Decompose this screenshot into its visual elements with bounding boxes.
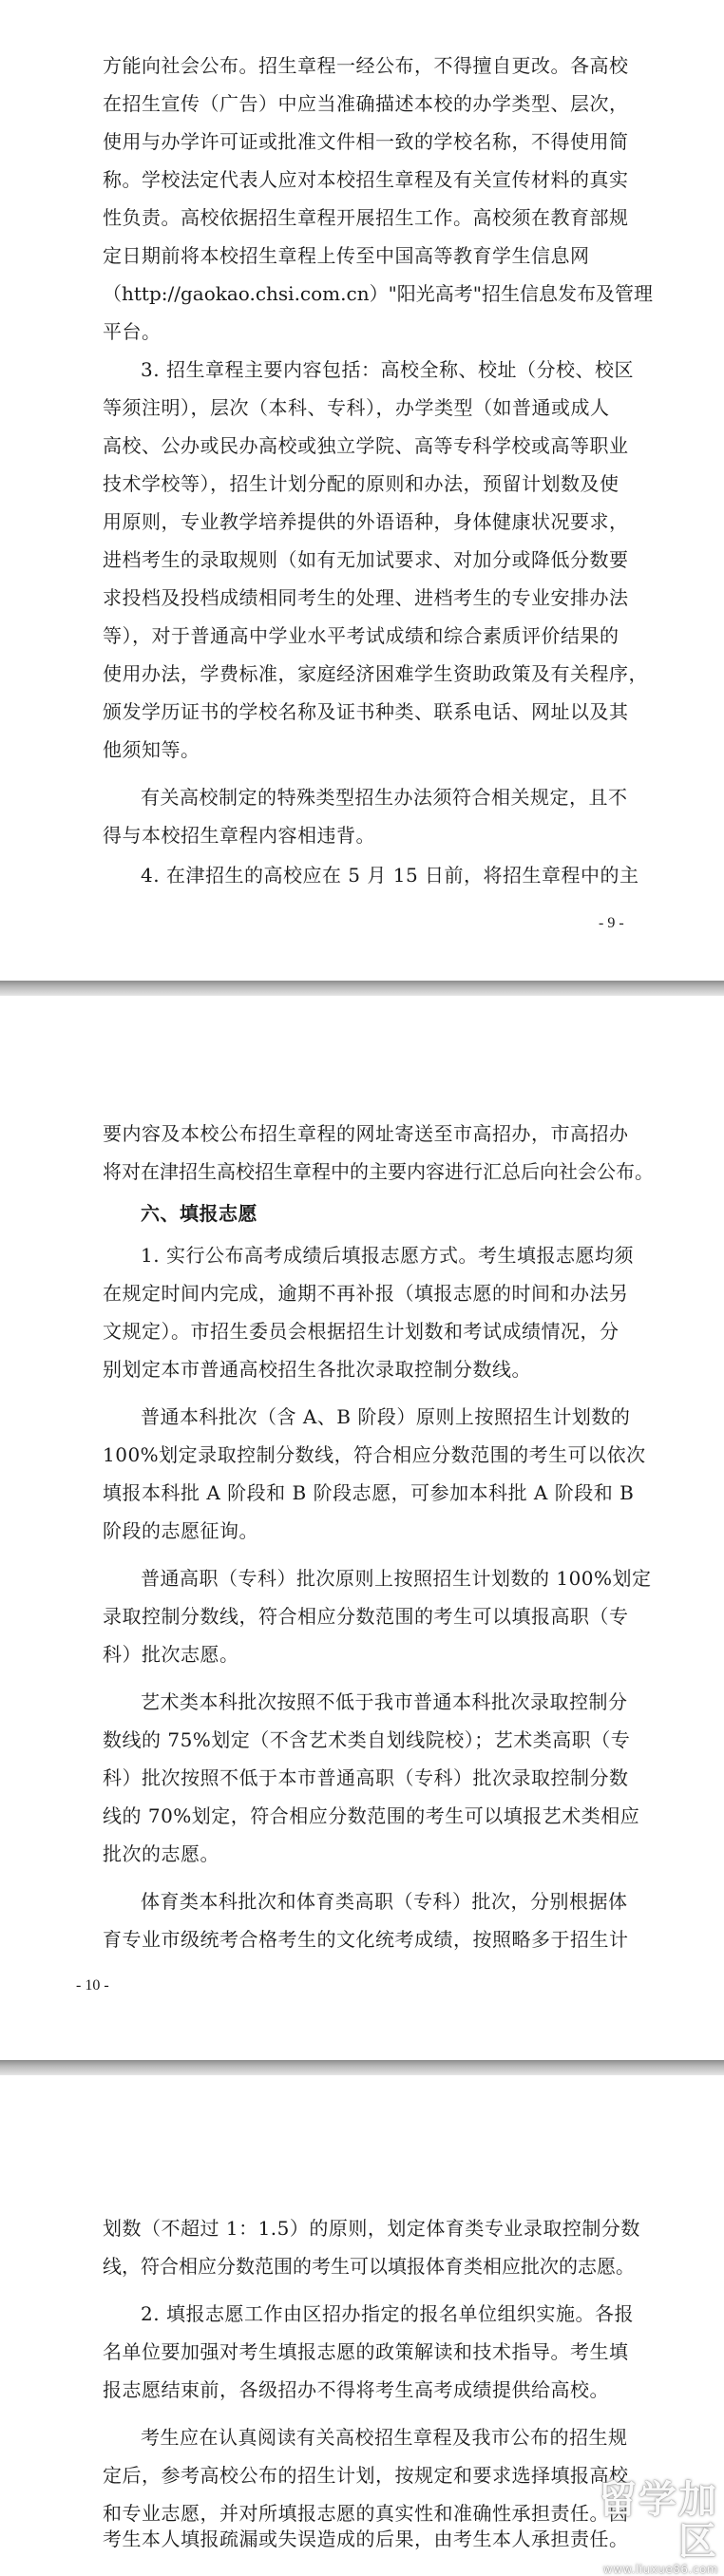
text-line: 进档考生的录取规则（如有无加试要求、对加分或降低分数要 [103, 548, 629, 571]
text-line: 线的 70%划定，符合相应分数范围的考生可以填报艺术类相应 [103, 1804, 640, 1827]
text-line: 文规定）。市招生委员会根据招生计划数和考试成绩情况，分 [103, 1320, 619, 1343]
text-line: 批次的志愿。 [103, 1842, 219, 1865]
text-line: 定日期前将本校招生章程上传至中国高等教育学生信息网 [103, 244, 590, 267]
text-line: 2. 填报志愿工作由区招办指定的报名单位组织实施。各报 [141, 2302, 634, 2325]
text-line: 有关高校制定的特殊类型招生办法须符合相关规定，且不 [141, 786, 628, 809]
document-page-9 [0, 0, 724, 967]
section-heading: 六、填报志愿 [141, 1202, 257, 1225]
text-line: 等），对于普通高中学业水平考试成绩和综合素质评价结果的 [103, 624, 619, 647]
text-line: 划数（不超过 1：1.5）的原则，划定体育类专业录取控制分数 [103, 2217, 640, 2240]
text-line: 他须知等。 [103, 738, 200, 761]
text-line: 要内容及本校公布招生章程的网址寄送至市高招办，市高招办 [103, 1122, 629, 1145]
text-line: 等须注明），层次（本科、专科），办学类型（如普通或成人 [103, 396, 610, 419]
text-line: 得与本校招生章程内容相违背。 [103, 824, 375, 847]
text-line: 使用与办学许可证或批准文件相一致的学校名称，不得使用简 [103, 130, 629, 153]
text-line: 1. 实行公布高考成绩后填报志愿方式。考生填报志愿均须 [141, 1244, 634, 1267]
text-line: 考生应在认真阅读有关高校招生章程及我市公布的招生规 [141, 2426, 628, 2449]
text-line: 考生本人填报疏漏或失误造成的后果，由考生本人承担责任。 [103, 2528, 629, 2550]
text-line: 和专业志愿，并对所填报志愿的真实性和准确性承担责任。因 [103, 2502, 629, 2525]
text-line: 科）批次志愿。 [103, 1643, 239, 1666]
text-line: 线，符合相应分数范围的考生可以填报体育类相应批次的志愿。 [103, 2255, 635, 2278]
text-line: 在规定时间内完成，逾期不再补报（填报志愿的时间和办法另 [103, 1282, 629, 1305]
text-line: 高校、公办或民办高校或独立学院、高等专科学校或高等职业 [103, 434, 629, 457]
text-line: 颁发学历证书的学校名称及证书种类、联系电话、网址以及其 [103, 700, 629, 723]
site-watermark-logo [576, 2478, 718, 2576]
text-line: 在招生宣传（广告）中应当准确描述本校的办学类型、层次， [103, 92, 629, 115]
text-line: 用原则，专业教学培养提供的外语语种，身体健康状况要求， [103, 510, 629, 533]
text-line: 阶段的志愿征询。 [103, 1519, 258, 1542]
page-divider [0, 2060, 724, 2075]
text-line: 科）批次按照不低于本市普通高职（专科）批次录取控制分数 [103, 1766, 629, 1789]
text-line: 称。学校法定代表人应对本校招生章程及有关宣传材料的真实 [103, 168, 629, 191]
text-line: 名单位要加强对考生填报志愿的政策解读和技术指导。考生填 [103, 2340, 629, 2363]
text-line: 使用办法，学费标准，家庭经济困难学生资助政策及有关程序， [103, 662, 648, 685]
text-line: 艺术类本科批次按照不低于我市普通本科批次录取控制分 [141, 1690, 628, 1713]
text-line: 方能向社会公布。招生章程一经公布，不得擅自更改。各高校 [103, 54, 629, 77]
text-line: 体育类本科批次和体育类高职（专科）批次，分别根据体 [141, 1890, 628, 1913]
watermark-url: www.liuxue86.com [602, 2563, 718, 2576]
text-line: （http://gaokao.chsi.com.cn）"阳光高考"招生信息发布及管理 [103, 282, 653, 305]
text-line: 数线的 75%划定（不含艺术类自划线院校）；艺术类高职（专 [103, 1728, 631, 1751]
text-line: 录取控制分数线，符合相应分数范围的考生可以填报高职（专 [103, 1605, 629, 1628]
text-line: 普通高职（专科）批次原则上按照招生计划数的 100%划定 [141, 1567, 652, 1590]
text-line: 100%划定录取控制分数线，符合相应分数范围的考生可以依次 [103, 1443, 646, 1466]
text-line: 定后，参考高校公布的招生计划，按规定和要求选择填报高校 [103, 2464, 629, 2487]
text-line: 育专业市级统考合格考生的文化统考成绩，按照略多于招生计 [103, 1928, 629, 1951]
text-line: 填报本科批 A 阶段和 B 阶段志愿，可参加本科批 A 阶段和 B [103, 1481, 635, 1504]
text-line: 平台。 [103, 320, 162, 343]
page-number: - 9 - [599, 915, 624, 931]
text-line: 报志愿结束前，各级招办不得将考生高考成绩提供给高校。 [103, 2378, 609, 2401]
text-line: 将对在津招生高校招生章程中的主要内容进行汇总后向社会公布。 [103, 1160, 654, 1183]
text-line: 求投档及投档成绩相同考生的处理、进档考生的专业安排办法 [103, 586, 629, 609]
text-line: 技术学校等），招生计划分配的原则和办法，预留计划数及使 [103, 472, 619, 495]
text-line: 普通本科批次（含 A、B 阶段）原则上按照招生计划数的 [141, 1405, 631, 1428]
text-line: 3. 招生章程主要内容包括：高校全称、校址（分校、校区 [141, 358, 634, 381]
text-line: 4. 在津招生的高校应在 5 月 15 日前，将招生章程中的主 [141, 864, 639, 887]
text-line: 性负责。高校依据招生章程开展招生工作。高校须在教育部规 [103, 206, 629, 229]
text-line: 别划定本市普通高校招生各批次录取控制分数线。 [103, 1358, 531, 1381]
document-page-10 [0, 996, 724, 2047]
page-divider [0, 981, 724, 996]
page-number: - 10 - [76, 1977, 109, 1994]
watermark-text: 留学加区 [599, 2478, 718, 2564]
